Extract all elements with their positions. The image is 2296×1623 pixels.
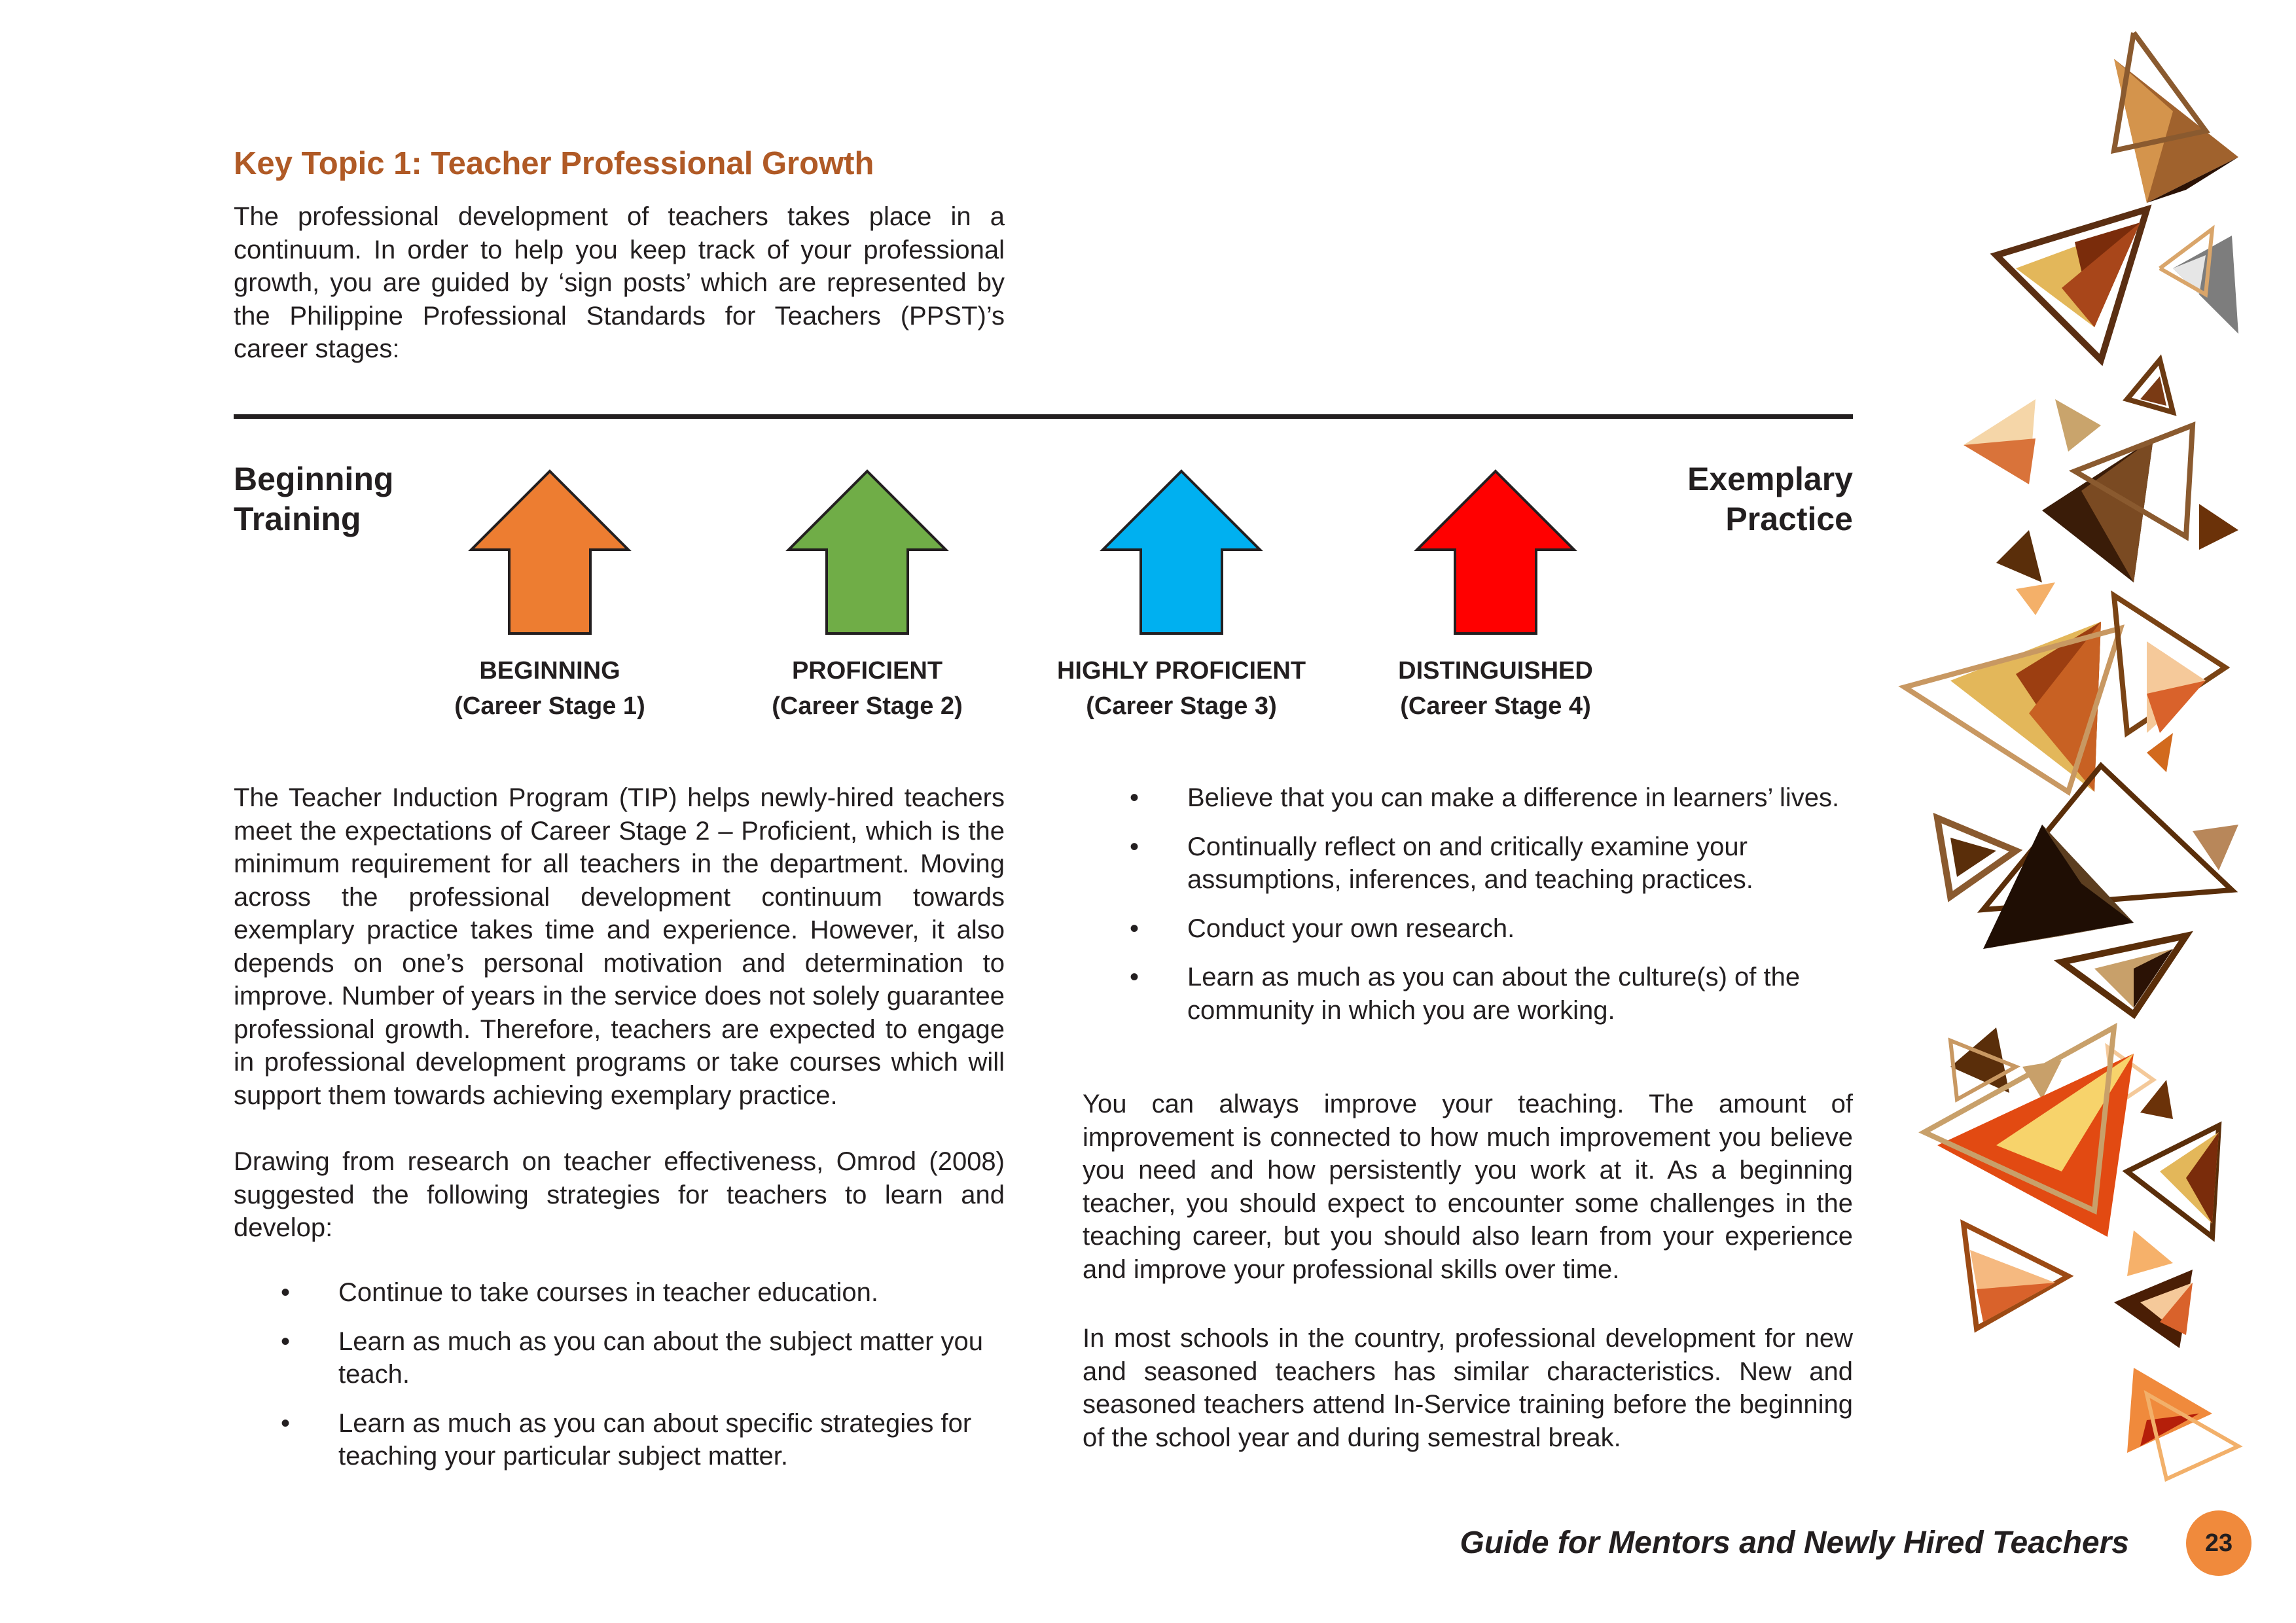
distinguished-up-arrow-icon	[1412, 469, 1579, 636]
proficient-up-arrow-icon	[783, 469, 951, 636]
page-number-badge: 23	[2186, 1510, 2251, 1576]
stage-label-proficient: PROFICIENT (Career Stage 2)	[772, 657, 963, 720]
bullet-icon: •	[281, 1408, 291, 1438]
bullet-icon: •	[1130, 963, 1139, 991]
list-item: • Learn as much as you can about specific strategies for teaching your particular subject matter.	[338, 1407, 1005, 1473]
list-item: • Conduct your own research.	[1187, 912, 1853, 946]
list-item: • Learn as much as you can about the culture(s) of the community in which you are working.	[1187, 961, 1853, 1027]
stage-label-highly-proficient: HIGHLY PROFICIENT (Career Stage 3)	[1056, 657, 1306, 720]
bullet-icon: •	[1130, 914, 1139, 943]
bullet-icon: •	[1130, 832, 1139, 861]
list-item: • Believe that you can make a difference in learners’ lives.	[1187, 781, 1853, 815]
continuum-rule	[234, 414, 1853, 419]
decorative-triangles	[1898, 20, 2265, 1525]
omrod-paragraph: Drawing from research on teacher effectiveness, Omrod (2008) suggested the following strategies for teachers to learn and develop:	[234, 1147, 1005, 1242]
tip-paragraph: The Teacher Induction Program (TIP) helps newly-hired teachers meet the expectations of Career Stage 2 – Proficient, which is the minimum requirement for all teachers in the department. Moving across the professional development continuum towards exemplary practice takes time and experience. However, it also depends on one’s personal motivation and determination to improve. Number of years in the service does not solely guarantee professional growth. Therefore, teachers are expected to engage in professional development programs or take courses which will support them towards achieving exemplary practice.	[234, 783, 1005, 1110]
improve-paragraph: You can always improve your teaching. The amount of improvement is connected to how much improvement you believe you need and how persistently you work at it. As a beginning teacher, you should expect to encounter some challenges in the teaching career, but you should also learn from your experience and improve your professional skills over time.	[1083, 1090, 1853, 1284]
beginning-training-label: Beginning Training	[234, 461, 394, 537]
list-item: • Continue to take courses in teacher education.	[338, 1276, 1005, 1310]
bullet-icon: •	[1130, 783, 1139, 812]
footer-title: Guide for Mentors and Newly Hired Teachers	[1460, 1525, 2129, 1560]
stage-label-distinguished: DISTINGUISHED (Career Stage 4)	[1398, 657, 1593, 720]
list-item: • Continually reflect on and critically examine your assumptions, inferences, and teaching practices.	[1187, 830, 1853, 897]
bullet-icon: •	[281, 1278, 291, 1307]
topic-title: Key Topic 1: Teacher Professional Growth	[234, 146, 874, 181]
bullet-icon: •	[281, 1327, 291, 1356]
beginning-up-arrow-icon	[466, 469, 634, 636]
schools-paragraph: In most schools in the country, professional development for new and seasoned teachers has similar characteristics. New and seasoned teachers attend In-Service training before the beginning of the school year and during semestral break.	[1083, 1324, 1853, 1452]
list-item: • Learn as much as you can about the subject matter you teach.	[338, 1325, 1005, 1391]
intro-paragraph: The professional development of teachers takes place in a continuum. In order to help you keep track of your professional growth, you are guided by ‘sign posts’ which are represented by the Philippine Professional Standards for Teachers (PPST)’s career stages:	[234, 202, 1005, 363]
exemplary-practice-label: Exemplary Practice	[1687, 461, 1853, 537]
highly-proficient-up-arrow-icon	[1098, 469, 1265, 636]
right-bullet-list	[1130, 781, 1853, 1043]
stage-label-beginning: BEGINNING (Career Stage 1)	[454, 657, 645, 720]
left-bullet-list	[281, 1276, 1005, 1489]
